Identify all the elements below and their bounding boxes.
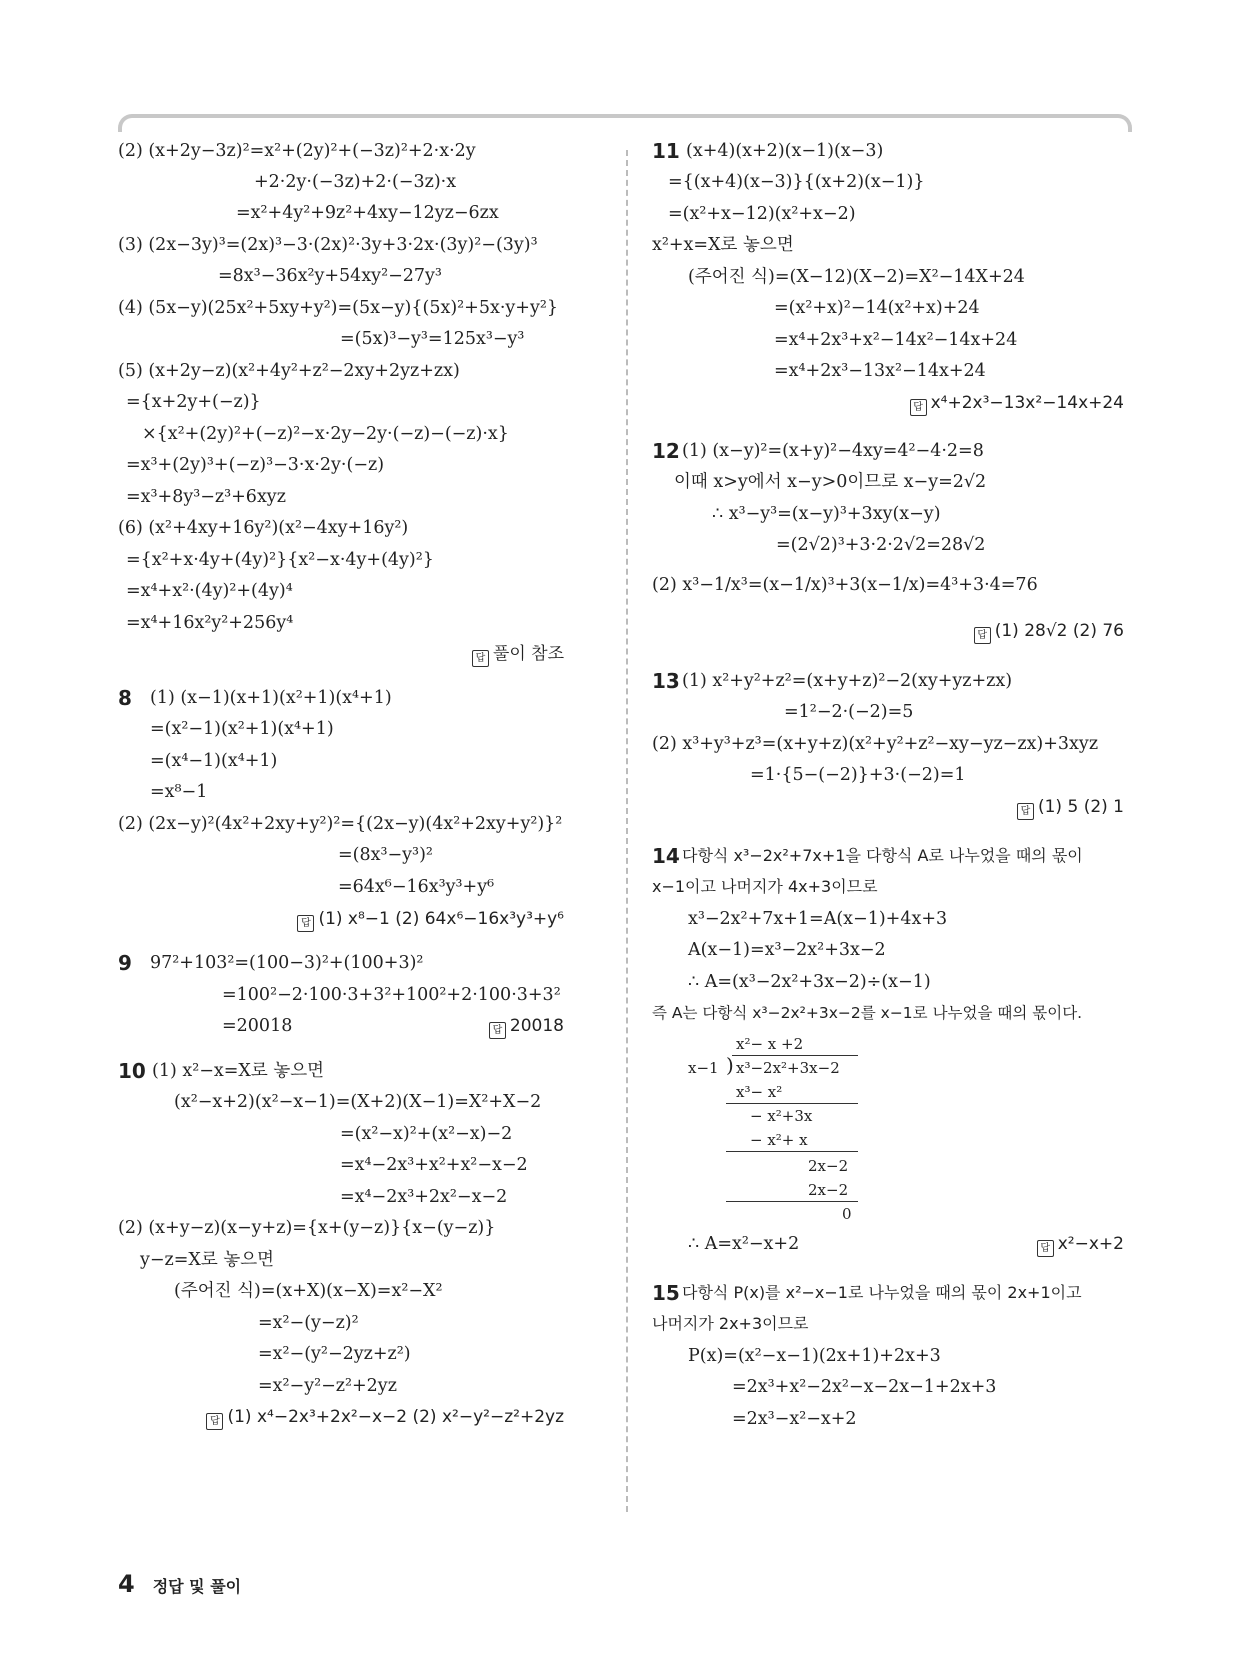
eq-line: x³−2x²+7x+1=A(x−1)+4x+3 [688, 909, 948, 929]
answer-14 [1037, 1233, 1124, 1257]
eq-line: (6) (x²+4xy+16y²)(x²−4xy+16y²) [118, 518, 409, 538]
division-bracket: ) [726, 1053, 734, 1077]
eq-line: =2x³+x²−2x²−x−2x−1+2x+3 [732, 1377, 997, 1397]
divisor: x−1 [688, 1059, 719, 1077]
eq-line: ={x²+x·4y+(4y)²}{x²−x·4y+(4y)²} [126, 550, 434, 570]
eq-line: =(x²−x)²+(x²−x)−2 [340, 1124, 513, 1144]
text-line: 즉 A는 다항식 x³−2x²+3x−2를 x−1로 나누었을 때의 몫이다. [652, 1004, 1083, 1022]
page-number: 4 [118, 1570, 135, 1598]
answer-10 [206, 1406, 564, 1430]
eq-line: A(x−1)=x³−2x²+3x−2 [688, 940, 886, 960]
division-step: x³− x² [736, 1083, 783, 1101]
eq-line: (1) (x−y)²=(x+y)²−4xy=4²−4·2=8 [682, 441, 984, 461]
eq-line: (주어진 식)=(X−12)(X−2)=X²−14X+24 [688, 267, 1025, 287]
answer-icon: 답 [1017, 803, 1034, 820]
answer-text: x²−x+2 [1057, 1234, 1124, 1254]
eq-line: =x⁴+x²·(4y)²+(4y)⁴ [126, 581, 293, 601]
eq-line: =100²−2·100·3+3²+100²+2·100·3+3² [222, 985, 561, 1005]
division-remainder: 0 [842, 1205, 852, 1223]
answer-7 [472, 643, 564, 667]
eq-line: (2) x³−1/x³=(x−1/x)³+3(x−1/x)=4³+3·4=76 [652, 575, 1038, 595]
eq-line: =x³+(2y)³+(−z)³−3·x·2y·(−z) [126, 455, 385, 475]
text-line: 다항식 x³−2x²+7x+1을 다항식 A로 나누었을 때의 몫이 [682, 846, 1083, 865]
answer-9 [489, 1015, 564, 1039]
answer-icon: 답 [297, 915, 314, 932]
division-rule [726, 1103, 858, 1104]
eq-line: =x⁴+16x²y²+256y⁴ [126, 613, 294, 633]
eq-line: =x²−y²−z²+2yz [258, 1376, 397, 1396]
eq-line: =(8x³−y³)² [338, 845, 433, 865]
division-rule [726, 1151, 858, 1152]
page-footer [118, 1570, 241, 1598]
eq-line: =x⁴−2x³+2x²−x−2 [340, 1187, 508, 1207]
answer-icon: 답 [489, 1022, 506, 1039]
eq-line: =2x³−x²−x+2 [732, 1409, 857, 1429]
eq-line: ∴ A=x²−x+2 [688, 1234, 800, 1254]
answer-text: 20018 [509, 1016, 564, 1036]
answer-8 [297, 908, 564, 932]
eq-line: =(x²+x)²−14(x²+x)+24 [774, 298, 980, 318]
problem-number: 13 [652, 669, 680, 693]
problem-number: 11 [652, 139, 680, 163]
eq-line: =x⁴+2x³−13x²−14x+24 [774, 361, 986, 381]
text-line: x−1이고 나머지가 4x+3이므로 [652, 877, 878, 896]
eq-line: =64x⁶−16x³y³+y⁶ [338, 877, 495, 897]
eq-line: 이때 x>y에서 x−y>0이므로 x−y=2√2 [674, 472, 987, 492]
answer-icon: 답 [974, 627, 991, 644]
problem-number: 14 [652, 844, 680, 868]
text-line: 나머지가 2x+3이므로 [652, 1314, 809, 1333]
eq-line: (1) x²−x=X로 놓으면 [152, 1061, 325, 1081]
footer-title: 정답 및 풀이 [152, 1577, 242, 1596]
eq-line: =1·{5−(−2)}+3·(−2)=1 [750, 765, 966, 785]
eq-line: (4) (5x−y)(25x²+5xy+y²)=(5x−y){(5x)²+5x·y+y²} [118, 298, 558, 318]
answer-text: (1) 5 (2) 1 [1037, 797, 1124, 817]
eq-line: (x²−x+2)(x²−x−1)=(X+2)(X−1)=X²+X−2 [174, 1092, 542, 1112]
answer-13 [1017, 796, 1124, 820]
eq-line: (주어진 식)=(x+X)(x−X)=x²−X² [174, 1281, 443, 1301]
division-rule [726, 1201, 858, 1202]
answer-text: (1) x⁸−1 (2) 64x⁶−16x³y³+y⁶ [318, 909, 564, 929]
text-line: 다항식 P(x)를 x²−x−1로 나누었을 때의 몫이 2x+1이고 [682, 1283, 1082, 1302]
eq-line: (1) x²+y²+z²=(x+y+z)²−2(xy+yz+zx) [682, 671, 1013, 691]
eq-line: =x²+4y²+9z²+4xy−12yz−6zx [236, 203, 499, 223]
eq-line: =8x³−36x²y+54xy²−27y³ [218, 266, 442, 286]
eq-line: (5) (x+2y−z)(x²+4y²+z²−2xy+2yz+zx) [118, 361, 460, 381]
eq-line: ×{x²+(2y)²+(−z)²−x·2y−2y·(−z)−(−z)·x} [142, 424, 509, 444]
quotient: x²− x +2 [736, 1035, 804, 1053]
division-bar [732, 1055, 858, 1056]
division-step: 2x−2 [808, 1181, 849, 1199]
eq-line: =x²−(y²−2yz+z²) [258, 1344, 411, 1364]
eq-line: (2) (x+2y−3z)²=x²+(2y)²+(−3z)²+2·x·2y [118, 141, 476, 161]
eq-line: (2) (x+y−z)(x−y+z)={x+(y−z)}{x−(y−z)} [118, 1218, 496, 1238]
eq-line: =x²−(y−z)² [258, 1313, 359, 1333]
problem-number: 8 [118, 686, 132, 710]
answer-12 [974, 620, 1124, 644]
eq-line: y−z=X로 놓으면 [140, 1250, 275, 1270]
eq-line: =(2√2)³+3·2·2√2=28√2 [776, 535, 986, 555]
answer-icon: 답 [206, 1413, 223, 1430]
eq-line: =1²−2·(−2)=5 [784, 702, 914, 722]
dividend: x³−2x²+3x−2 [736, 1059, 840, 1077]
eq-line: +2·2y·(−3z)+2·(−3z)·x [254, 172, 457, 192]
column-divider [626, 150, 628, 1512]
eq-line: =x⁴−2x³+x²+x²−x−2 [340, 1155, 528, 1175]
answer-text: 풀이 참조 [492, 644, 564, 664]
eq-line: =20018 [222, 1016, 293, 1036]
eq-line: (x+4)(x+2)(x−1)(x−3) [686, 141, 884, 161]
division-step: − x²+ x [750, 1131, 808, 1149]
answer-11 [910, 392, 1124, 416]
eq-line: (2) x³+y³+z³=(x+y+z)(x²+y²+z²−xy−yz−zx)+3xyz [652, 734, 1099, 754]
eq-line: =x³+8y³−z³+6xyz [126, 487, 286, 507]
eq-line: 97²+103²=(100−3)²+(100+3)² [150, 953, 424, 973]
answer-icon: 답 [472, 650, 489, 667]
eq-line: =(x⁴−1)(x⁴+1) [150, 751, 278, 771]
eq-line: (2) (2x−y)²(4x²+2xy+y²)²={(2x−y)(4x²+2xy+y²)}² [118, 814, 563, 834]
division-step: − x²+3x [750, 1107, 813, 1125]
eq-line: =(x²−1)(x²+1)(x⁴+1) [150, 719, 334, 739]
answer-text: (1) x⁴−2x³+2x²−x−2 (2) x²−y²−z²+2yz [227, 1407, 564, 1427]
eq-line: ={x+2y+(−z)} [126, 392, 261, 412]
top-border [118, 114, 1132, 132]
problem-number: 12 [652, 439, 680, 463]
answer-text: (1) 28√2 (2) 76 [994, 621, 1124, 641]
eq-line: ∴ x³−y³=(x−y)³+3xy(x−y) [712, 504, 941, 524]
answer-text: x⁴+2x³−13x²−14x+24 [930, 393, 1124, 413]
eq-line: P(x)=(x²−x−1)(2x+1)+2x+3 [688, 1346, 941, 1366]
eq-line: (1) (x−1)(x+1)(x²+1)(x⁴+1) [150, 688, 392, 708]
answer-icon: 답 [1037, 1240, 1054, 1257]
eq-line: =x⁸−1 [150, 782, 208, 802]
problem-number: 10 [118, 1059, 146, 1083]
eq-line: ={(x+4)(x−3)}{(x+2)(x−1)} [668, 172, 925, 192]
eq-line: =x⁴+2x³+x²−14x²−14x+24 [774, 330, 1018, 350]
answer-icon: 답 [910, 399, 927, 416]
problem-number: 15 [652, 1281, 680, 1305]
eq-line: ∴ A=(x³−2x²+3x−2)÷(x−1) [688, 972, 931, 992]
division-step: 2x−2 [808, 1157, 849, 1175]
eq-line: x²+x=X로 놓으면 [652, 235, 794, 255]
eq-line: =(x²+x−12)(x²+x−2) [668, 204, 856, 224]
problem-number: 9 [118, 951, 132, 975]
eq-line: (3) (2x−3y)³=(2x)³−3·(2x)²·3y+3·2x·(3y)²−(3y)³ [118, 235, 538, 255]
eq-line: =(5x)³−y³=125x³−y³ [340, 329, 525, 349]
